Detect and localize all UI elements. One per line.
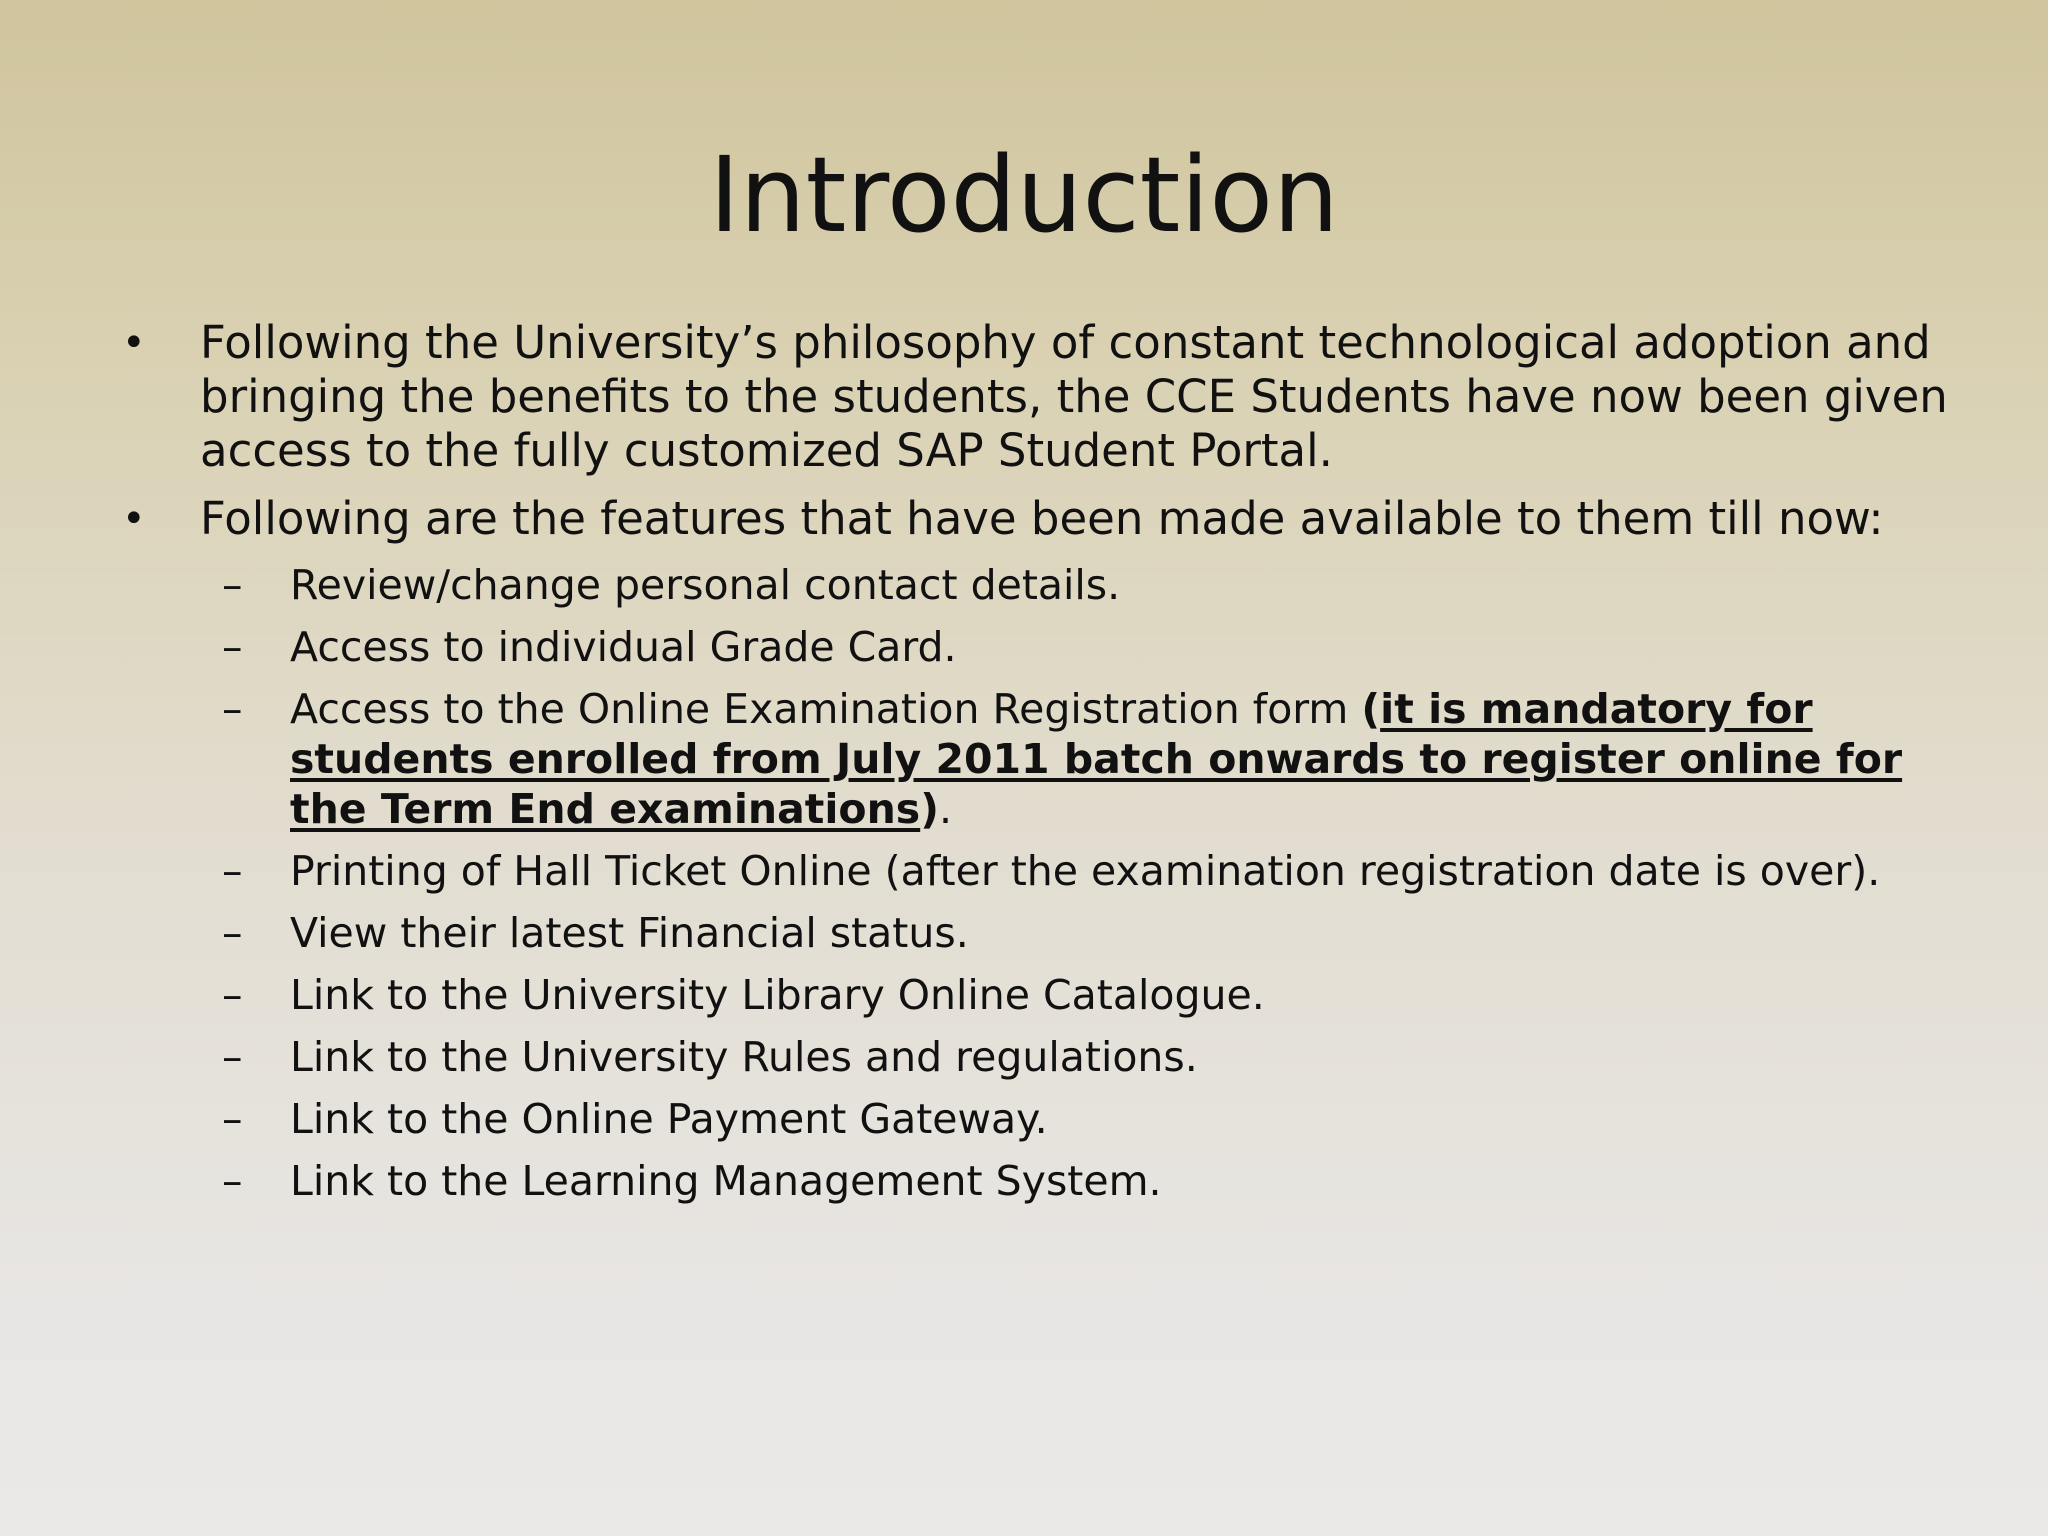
mandatory-note: it is mandatory for students enrolled from July 2011 batch onwards to register online for the Term End examinations — [290, 685, 1903, 833]
feature-text: Link to the University Rules and regulations. — [290, 1033, 1198, 1081]
dash-icon: – — [222, 909, 243, 957]
dash-icon: – — [222, 685, 243, 733]
feature-item — [118, 1094, 1978, 1144]
feature-text: Review/change personal contact details. — [290, 561, 1121, 609]
bullet-item — [118, 492, 1978, 546]
dash-icon: – — [222, 971, 243, 1019]
slide-body — [118, 316, 1978, 1218]
feature-item — [118, 908, 1978, 958]
dash-icon: – — [222, 1033, 243, 1081]
dash-icon: – — [222, 623, 243, 671]
feature-text: Access to the Online Examination Registration form — [290, 685, 1362, 733]
feature-item — [118, 1032, 1978, 1082]
feature-text-end: . — [938, 785, 952, 833]
feature-item — [118, 970, 1978, 1020]
feature-item — [118, 684, 1978, 834]
feature-text: Link to the University Library Online Catalogue. — [290, 971, 1265, 1019]
slide-title: Introduction — [709, 134, 1339, 256]
paren-close: ) — [920, 785, 939, 833]
feature-list — [118, 560, 1978, 1206]
feature-item — [118, 622, 1978, 672]
dash-icon: – — [222, 1157, 243, 1205]
feature-text: Access to individual Grade Card. — [290, 623, 957, 671]
bullet-icon: • — [122, 496, 146, 542]
dash-icon: – — [222, 1095, 243, 1143]
bullet-text: Following are the features that have been made available to them till now: — [200, 492, 1884, 545]
feature-item — [118, 560, 1978, 610]
feature-text: Link to the Online Payment Gateway. — [290, 1095, 1048, 1143]
dash-icon: – — [222, 561, 243, 609]
dash-icon: – — [222, 847, 243, 895]
bullet-text: Following the University’s philosophy of constant technological adoption and bringing the benefits to the students, the CCE Students have now been given access to the fully customized SAP Student Portal. — [200, 316, 1948, 477]
feature-item — [118, 846, 1978, 896]
feature-text: View their latest Financial status. — [290, 909, 969, 957]
bullet-icon: • — [122, 320, 146, 366]
paren-open: ( — [1361, 685, 1381, 733]
feature-text: Link to the Learning Management System. — [290, 1157, 1162, 1205]
bullet-item — [118, 316, 1978, 478]
feature-item — [118, 1156, 1978, 1206]
feature-text: Printing of Hall Ticket Online (after the examination registration date is over). — [290, 847, 1881, 895]
